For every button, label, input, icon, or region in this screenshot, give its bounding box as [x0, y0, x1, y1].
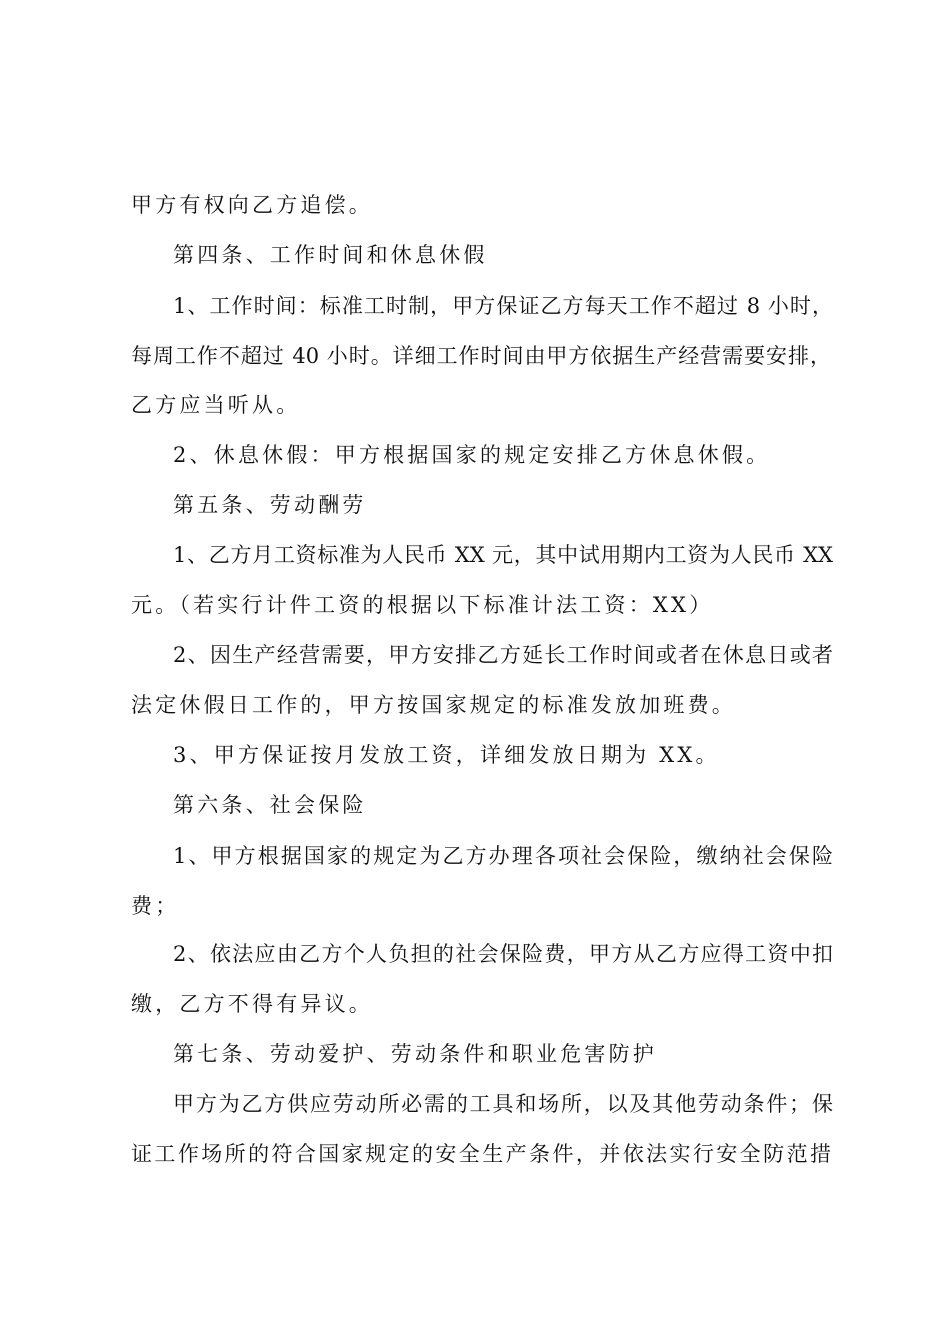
text-line: 3、甲方保证按月发放工资，详细发放日期为 XX。	[173, 743, 720, 767]
text-line: 每周工作不超过 40 小时。详细工作时间由甲方依据生产经营需要安排，	[131, 344, 831, 368]
text-line: 法定休假日工作的，甲方按国家规定的标准发放加班费。	[131, 693, 736, 717]
text-line: 乙方应当听从。	[131, 393, 301, 417]
text-line: 1、乙方月工资标准为人民币 XX 元，其中试用期内工资为人民币 XX	[173, 543, 833, 567]
text-line: 2、因生产经营需要，甲方安排乙方延长工作时间或者在休息日或者	[173, 643, 833, 667]
text-line: 1、工作时间：标准工时制，甲方保证乙方每天工作不超过 8 小时，	[173, 294, 833, 318]
text-line: 2、休息休假：甲方根据国家的规定安排乙方休息休假。	[173, 443, 771, 467]
section-heading: 第五条、劳动酬劳	[173, 493, 367, 517]
text-line: 费；	[131, 894, 180, 918]
section-heading: 第七条、劳动爱护、劳动条件和职业危害防护	[173, 1042, 657, 1066]
section-heading: 第四条、工作时间和休息休假	[173, 243, 488, 267]
text-line: 甲方有权向乙方追偿。	[131, 193, 373, 217]
text-line: 甲方为乙方供应劳动所必需的工具和场所，以及其他劳动条件；保	[173, 1092, 833, 1116]
text-line: 证工作场所的符合国家规定的安全生产条件，并依法实行安全防范措	[131, 1142, 831, 1166]
text-line: 1、甲方根据国家的规定为乙方办理各项社会保险，缴纳社会保险	[173, 844, 833, 868]
section-heading: 第六条、社会保险	[173, 793, 367, 817]
text-line: 缴，乙方不得有异议。	[131, 992, 373, 1016]
text-line: 元。（若实行计件工资的根据以下标准计法工资：XX）	[131, 593, 714, 617]
text-line: 2、依法应由乙方个人负担的社会保险费，甲方从乙方应得工资中扣	[173, 942, 833, 966]
